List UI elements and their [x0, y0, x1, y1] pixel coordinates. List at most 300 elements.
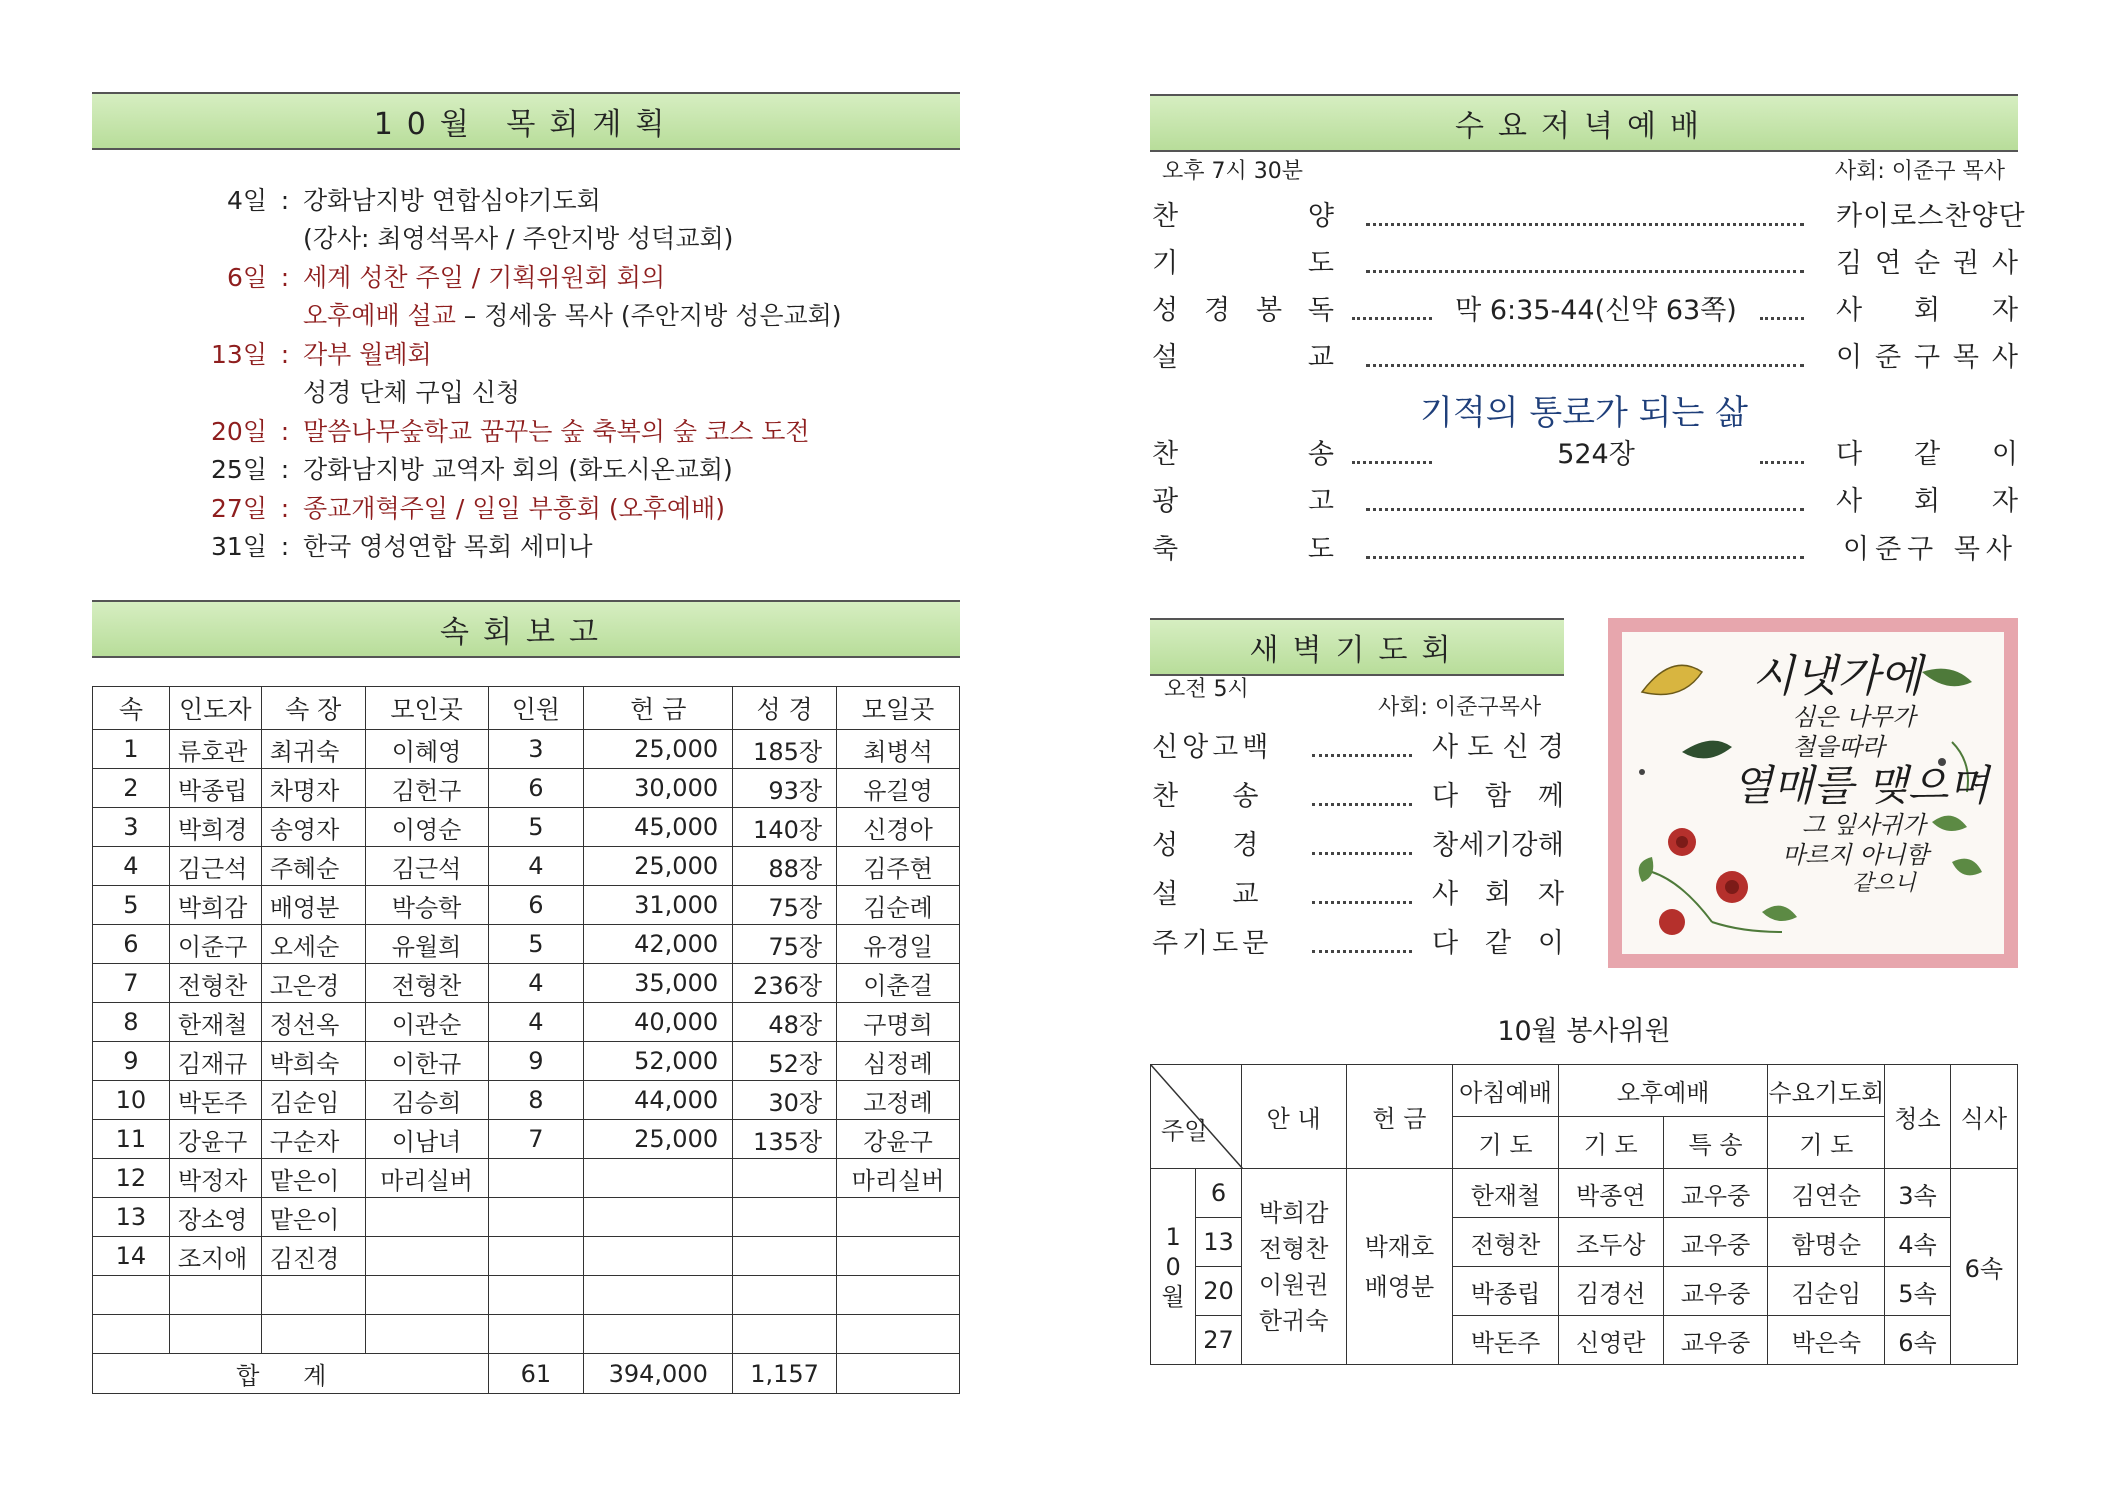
report-cell: 6 — [93, 925, 170, 964]
h-wednesday: 수요기도회 — [1768, 1065, 1885, 1117]
calligraphy-line: 심은 나무가 — [1792, 703, 1916, 731]
report-cell — [584, 1198, 733, 1237]
cleaning-group: 6속 — [1885, 1316, 1950, 1365]
plan-item — [205, 451, 733, 489]
report-title: 속회보고 — [440, 615, 612, 650]
table-row — [93, 1315, 960, 1354]
report-cell: 185장 — [733, 730, 837, 769]
report-cell: 신경아 — [837, 808, 960, 847]
report-cell: 236장 — [733, 964, 837, 1003]
order-person — [1836, 244, 2018, 284]
report-cell: 최병석 — [837, 730, 960, 769]
order-label-char: 봉 — [1255, 295, 1283, 326]
table-row — [93, 1237, 960, 1276]
report-cell: 42,000 — [584, 925, 733, 964]
table-row — [93, 1081, 960, 1120]
volunteers-title: 10월 봉사위원 — [1497, 1016, 1671, 1047]
report-cell — [837, 1237, 960, 1276]
report-cell: 13 — [93, 1198, 170, 1237]
order-person — [1836, 338, 2018, 378]
table-row — [1151, 1169, 2018, 1218]
calligraphy-line: 그 잎사귀가 — [1802, 811, 1926, 839]
plan-colon: : — [280, 186, 290, 215]
plan-item — [205, 297, 842, 335]
leader-dots — [1760, 461, 1804, 464]
report-cell — [837, 1198, 960, 1237]
order-person — [1836, 291, 2018, 331]
order-person-char: 사 — [1836, 295, 1863, 326]
report-cell: 4 — [488, 847, 584, 886]
order-label — [1152, 197, 1334, 237]
plan-title: 10월 목회계획 — [373, 107, 679, 142]
dawn-value-char: 도 — [1467, 732, 1494, 763]
table-row — [93, 1159, 960, 1198]
plan-text: 한국 영성연합 목회 세미나 — [303, 532, 593, 561]
report-cell: 박희감 — [169, 886, 261, 925]
report-cell: 7 — [488, 1120, 584, 1159]
h-meal: 식사 — [1950, 1065, 2017, 1169]
plan-text: 말씀나무숲학교 꿈꾸는 숲 축복의 숲 코스 도전 — [303, 417, 810, 446]
dawn-value-char: 강 — [1511, 830, 1538, 861]
dawn-value-char: 자 — [1537, 879, 1564, 910]
order-label-char: 설 — [1152, 342, 1179, 373]
order-person-char: 준 — [1874, 342, 1902, 373]
plan-text: 각부 월례회 — [303, 340, 432, 369]
month-char: 0 — [1165, 1252, 1181, 1281]
plan-text: 종교개혁주일 / 일일 부흥회 (오후예배) — [303, 494, 725, 523]
report-cell: 44,000 — [584, 1081, 733, 1120]
guide-cell — [1241, 1169, 1346, 1365]
table-row — [93, 769, 960, 808]
h-guide: 안 내 — [1241, 1065, 1346, 1169]
report-col-header: 모일곳 — [837, 687, 960, 730]
morning-prayer: 박종립 — [1453, 1267, 1559, 1316]
report-cell — [365, 1315, 488, 1354]
leader-dots — [1366, 556, 1804, 559]
order-person-char: 다 — [1836, 439, 1863, 470]
table-row — [93, 847, 960, 886]
report-cell: 오세순 — [261, 925, 365, 964]
report-cell: 이관순 — [365, 1003, 488, 1042]
report-cell — [733, 1237, 837, 1276]
leader-dots — [1312, 803, 1412, 806]
order-label-char: 송 — [1307, 439, 1334, 470]
dawn-value-char: 같 — [1484, 928, 1512, 959]
order-person: 카이로스찬양단 — [1836, 201, 2026, 232]
report-table — [92, 686, 960, 1394]
order-label-char: 고 — [1307, 486, 1334, 517]
h-afternoon: 오후예배 — [1558, 1065, 1768, 1117]
table-row — [93, 1120, 960, 1159]
table-row — [93, 886, 960, 925]
report-cell: 최귀숙 — [261, 730, 365, 769]
report-cell: 52장 — [733, 1042, 837, 1081]
leader-dots — [1312, 950, 1412, 953]
report-cell: 박돈주 — [169, 1081, 261, 1120]
calligraphy-verse — [1732, 652, 1992, 898]
report-cell — [365, 1198, 488, 1237]
report-cell: 8 — [488, 1081, 584, 1120]
report-cell: 25,000 — [584, 730, 733, 769]
dawn-label: 신앙고백 — [1152, 732, 1273, 763]
month-char: 1 — [1165, 1222, 1181, 1251]
sunday-date: 27 — [1196, 1316, 1242, 1365]
order-person-char: 목 — [1952, 342, 1979, 373]
table-row — [93, 1042, 960, 1081]
order-person-char: 사 — [1991, 342, 2018, 373]
plan-day: 4일 — [226, 186, 267, 215]
order-detail: 막 6:35-44(신약 63쪽) — [1455, 295, 1737, 326]
order-label-char: 양 — [1307, 201, 1334, 232]
report-cell: 이춘걸 — [837, 964, 960, 1003]
report-col-header: 속 — [93, 687, 170, 730]
report-cell: 고은경 — [261, 964, 365, 1003]
report-cell: 25,000 — [584, 1120, 733, 1159]
report-cell: 35,000 — [584, 964, 733, 1003]
report-cell: 25,000 — [584, 847, 733, 886]
dawn-value-char: 다 — [1432, 781, 1459, 812]
report-cell: 송영자 — [261, 808, 365, 847]
plan-day: 20일 — [211, 417, 267, 446]
dawn-label: 설 교 — [1152, 879, 1263, 910]
plan-item — [205, 220, 733, 258]
meal-group: 6속 — [1950, 1169, 2017, 1365]
table-row — [93, 925, 960, 964]
wednesday-header — [1150, 94, 2018, 152]
report-cell: 김주현 — [837, 847, 960, 886]
dawn-value — [1432, 826, 1564, 866]
order-person-char: 이 — [1991, 439, 2018, 470]
report-cell: 차명자 — [261, 769, 365, 808]
report-cell: 장소영 — [169, 1198, 261, 1237]
table-row — [93, 1198, 960, 1237]
dawn-header — [1150, 618, 1564, 676]
report-cell: 9 — [93, 1042, 170, 1081]
dawn-value-char: 사 — [1432, 879, 1459, 910]
wednesday-presider: 사회: 이준구 목사 — [1834, 159, 2005, 184]
dawn-value — [1432, 777, 1564, 817]
report-cell: 김순례 — [837, 886, 960, 925]
order-person-char: 자 — [1991, 295, 2018, 326]
wednesday-prayer: 김연순 — [1768, 1169, 1885, 1218]
afternoon-special: 교우중 — [1663, 1316, 1768, 1365]
report-cell: 정선옥 — [261, 1003, 365, 1042]
report-cell: 맡은이 — [261, 1159, 365, 1198]
report-cell — [365, 1276, 488, 1315]
order-label-char: 축 — [1152, 534, 1179, 565]
plan-item — [205, 490, 725, 528]
order-label — [1152, 244, 1334, 284]
report-cell — [169, 1276, 261, 1315]
report-cell — [488, 1276, 584, 1315]
afternoon-prayer: 박종연 — [1558, 1169, 1663, 1218]
order-label-char: 기 — [1152, 248, 1179, 279]
report-cell: 14 — [93, 1237, 170, 1276]
report-cell: 고정례 — [837, 1081, 960, 1120]
dawn-value-char: 회 — [1484, 879, 1512, 910]
report-cell: 김재규 — [169, 1042, 261, 1081]
wednesday-title: 수요저녁예배 — [1455, 109, 1713, 144]
h-prayer-wed: 기 도 — [1768, 1117, 1885, 1169]
sermon-title: 기적의 통로가 되는 삶 — [1419, 393, 1749, 433]
report-cell: 마리실버 — [365, 1159, 488, 1198]
plan-day: 13일 — [211, 340, 267, 369]
dawn-value-char: 이 — [1537, 928, 1564, 959]
sunday-date: 6 — [1196, 1169, 1242, 1218]
dawn-value-char: 사 — [1432, 732, 1459, 763]
dawn-value — [1432, 875, 1564, 915]
plan-item — [205, 528, 593, 566]
report-cell: 김근석 — [365, 847, 488, 886]
report-cell: 조지애 — [169, 1237, 261, 1276]
report-cell: 140장 — [733, 808, 837, 847]
order-person-char: 회 — [1913, 486, 1941, 517]
report-cell: 40,000 — [584, 1003, 733, 1042]
plan-text: (강사: 최영석목사 / 주안지방 성덕교회) — [303, 224, 734, 253]
plan-item — [205, 336, 432, 374]
order-person-char: 구 — [1913, 342, 1941, 373]
report-cell: 11 — [93, 1120, 170, 1159]
report-total-bible: 1,157 — [733, 1354, 837, 1394]
report-cell: 한재철 — [169, 1003, 261, 1042]
dawn-label: 주기도문 — [1152, 928, 1273, 959]
report-total-label: 합 계 — [93, 1354, 489, 1394]
leader-dots — [1366, 270, 1804, 273]
report-cell: 12 — [93, 1159, 170, 1198]
offering-name: 박재호 — [1364, 1232, 1435, 1261]
corner-label: 주일 — [1161, 1117, 1208, 1145]
report-cell: 박정자 — [169, 1159, 261, 1198]
h-special: 특 송 — [1663, 1117, 1768, 1169]
report-cell: 강윤구 — [169, 1120, 261, 1159]
plan-colon: : — [280, 340, 290, 369]
report-cell: 이영순 — [365, 808, 488, 847]
report-cell: 75장 — [733, 925, 837, 964]
report-cell: 4 — [488, 1003, 584, 1042]
report-cell: 김순임 — [261, 1081, 365, 1120]
plan-day: 31일 — [211, 532, 267, 561]
plan-item — [205, 182, 601, 220]
afternoon-special: 교우중 — [1663, 1218, 1768, 1267]
order-person-char: 이 — [1836, 342, 1863, 373]
report-cell: 8 — [93, 1003, 170, 1042]
report-cell: 김헌구 — [365, 769, 488, 808]
sunday-date: 20 — [1196, 1267, 1242, 1316]
order-person-char: 권 — [1952, 248, 1979, 279]
report-col-header: 속 장 — [261, 687, 365, 730]
report-cell — [733, 1159, 837, 1198]
report-cell: 4 — [488, 964, 584, 1003]
plan-colon: : — [280, 455, 290, 484]
calligraphy-line: 열매를 맺으며 — [1732, 761, 1989, 810]
morning-prayer: 박돈주 — [1453, 1316, 1559, 1365]
order-label-char: 경 — [1203, 295, 1231, 326]
report-cell: 강윤구 — [837, 1120, 960, 1159]
afternoon-special: 교우중 — [1663, 1169, 1768, 1218]
report-total-people: 61 — [488, 1354, 584, 1394]
plan-colon: : — [280, 263, 290, 292]
dawn-presider: 사회: 이준구목사 — [1378, 695, 1542, 720]
report-cell — [488, 1159, 584, 1198]
order-label-char: 광 — [1152, 486, 1179, 517]
volunteers-table — [1150, 1064, 2018, 1365]
month-cell — [1151, 1169, 1196, 1365]
plan-colon: : — [280, 417, 290, 446]
order-person-char: 김 — [1836, 248, 1863, 279]
plan-text: – 정세웅 목사 (주안지방 성은교회) — [455, 301, 842, 330]
calligraphy-line: 마르지 아니함 — [1782, 841, 1929, 869]
report-cell: 류호관 — [169, 730, 261, 769]
order-person-char: 회 — [1913, 295, 1941, 326]
dawn-value-char: 세 — [1458, 830, 1485, 861]
report-cell — [365, 1237, 488, 1276]
report-cell: 김근석 — [169, 847, 261, 886]
plan-text: 세계 성찬 주일 / 기획위원회 회의 — [303, 263, 666, 292]
morning-prayer: 전형찬 — [1453, 1218, 1559, 1267]
plan-text-highlight: 오후예배 설교 — [303, 301, 456, 330]
leader-dots — [1366, 508, 1804, 511]
report-cell — [837, 1315, 960, 1354]
report-cell: 6 — [488, 886, 584, 925]
order-label-char: 교 — [1307, 342, 1334, 373]
report-cell: 93장 — [733, 769, 837, 808]
report-cell: 이혜영 — [365, 730, 488, 769]
dawn-value-char: 다 — [1432, 928, 1459, 959]
report-cell — [733, 1315, 837, 1354]
table-row — [93, 1003, 960, 1042]
report-cell: 30,000 — [584, 769, 733, 808]
h-offering: 헌 금 — [1346, 1065, 1453, 1169]
report-cell: 마리실버 — [837, 1159, 960, 1198]
report-col-header: 헌 금 — [584, 687, 733, 730]
offering-cell — [1346, 1169, 1453, 1365]
report-cell — [488, 1237, 584, 1276]
order-label — [1152, 435, 1334, 475]
report-cell — [93, 1315, 170, 1354]
plan-text: 강화남지방 교역자 회의 (화도시온교회) — [303, 455, 733, 484]
report-cell: 135장 — [733, 1120, 837, 1159]
afternoon-prayer: 조두상 — [1558, 1218, 1663, 1267]
report-cell: 이한규 — [365, 1042, 488, 1081]
report-cell: 88장 — [733, 847, 837, 886]
afternoon-prayer: 김경선 — [1558, 1267, 1663, 1316]
calligraphy-line: 시냇가에 — [1752, 651, 1923, 702]
plan-item — [205, 374, 520, 412]
dawn-value — [1432, 924, 1564, 964]
wednesday-prayer: 박은숙 — [1768, 1316, 1885, 1365]
report-cell: 52,000 — [584, 1042, 733, 1081]
report-cell: 48장 — [733, 1003, 837, 1042]
order-person-char: 사 — [1836, 486, 1863, 517]
guide-name: 전형찬 — [1258, 1234, 1329, 1263]
order-label — [1152, 482, 1334, 522]
cleaning-group: 5속 — [1885, 1267, 1950, 1316]
order-person-char: 연 — [1874, 248, 1902, 279]
h-clean: 청소 — [1885, 1065, 1950, 1169]
leader-dots — [1312, 754, 1412, 757]
plan-day: 27일 — [211, 494, 267, 523]
h-morning: 아침예배 — [1453, 1065, 1559, 1117]
plan-colon: : — [280, 532, 290, 561]
order-label — [1152, 530, 1334, 570]
dawn-value-char: 경 — [1537, 732, 1564, 763]
leader-dots — [1366, 223, 1804, 226]
report-cell — [584, 1237, 733, 1276]
table-row — [93, 1276, 960, 1315]
calligraphy-line: 같으니 — [1852, 871, 1916, 896]
report-col-header: 성 경 — [733, 687, 837, 730]
dawn-time: 오전 5시 — [1164, 677, 1249, 702]
order-label-char: 독 — [1307, 295, 1334, 326]
report-cell: 김진경 — [261, 1237, 365, 1276]
dawn-value-char: 함 — [1484, 781, 1512, 812]
plan-item — [205, 413, 810, 451]
h-prayer: 기 도 — [1453, 1117, 1559, 1169]
dawn-title: 새벽기도회 — [1249, 633, 1465, 668]
report-cell: 박종립 — [169, 769, 261, 808]
report-cell: 5 — [93, 886, 170, 925]
report-cell — [93, 1276, 170, 1315]
afternoon-special: 교우중 — [1663, 1267, 1768, 1316]
plan-day: 6일 — [226, 263, 267, 292]
report-cell: 30장 — [733, 1081, 837, 1120]
report-cell: 3 — [488, 730, 584, 769]
report-cell — [584, 1315, 733, 1354]
report-cell — [584, 1159, 733, 1198]
plan-day: 25일 — [211, 455, 267, 484]
guide-name: 이원권 — [1258, 1270, 1329, 1299]
card-inner — [1622, 632, 2004, 954]
order-person-char: 자 — [1991, 486, 2018, 517]
order-person: 이준구 목사 — [1843, 534, 2018, 565]
report-cell: 배영분 — [261, 886, 365, 925]
report-cell: 박승학 — [365, 886, 488, 925]
month-char: 월 — [1161, 1282, 1185, 1311]
dawn-value-char: 신 — [1502, 732, 1529, 763]
corner-cell — [1151, 1065, 1242, 1169]
morning-prayer: 한재철 — [1453, 1169, 1559, 1218]
report-cell: 심정례 — [837, 1042, 960, 1081]
report-cell — [488, 1315, 584, 1354]
leader-dots — [1312, 852, 1412, 855]
dawn-value-char: 해 — [1537, 830, 1564, 861]
leader-dots — [1312, 901, 1412, 904]
report-cell: 전형찬 — [365, 964, 488, 1003]
report-cell: 구명희 — [837, 1003, 960, 1042]
report-header — [92, 600, 960, 658]
offering-name: 배영분 — [1364, 1272, 1435, 1301]
report-col-header: 모인곳 — [365, 687, 488, 730]
order-label-char: 찬 — [1152, 439, 1179, 470]
report-cell: 7 — [93, 964, 170, 1003]
order-person — [1836, 435, 2018, 475]
dawn-value — [1432, 728, 1564, 768]
order-label-char: 도 — [1307, 534, 1334, 565]
report-cell: 유월희 — [365, 925, 488, 964]
report-cell — [261, 1276, 365, 1315]
leader-dots — [1352, 461, 1432, 464]
order-detail: 524장 — [1557, 439, 1635, 470]
calligraphy-card — [1608, 618, 2018, 968]
plan-text: 강화남지방 연합심야기도회 — [303, 186, 601, 215]
report-cell: 김승희 — [365, 1081, 488, 1120]
guide-name: 박희감 — [1258, 1198, 1329, 1227]
h-prayer-pm: 기 도 — [1558, 1117, 1663, 1169]
wednesday-prayer: 김순임 — [1768, 1267, 1885, 1316]
report-cell: 주혜순 — [261, 847, 365, 886]
report-cell — [261, 1315, 365, 1354]
report-cell: 유길영 — [837, 769, 960, 808]
